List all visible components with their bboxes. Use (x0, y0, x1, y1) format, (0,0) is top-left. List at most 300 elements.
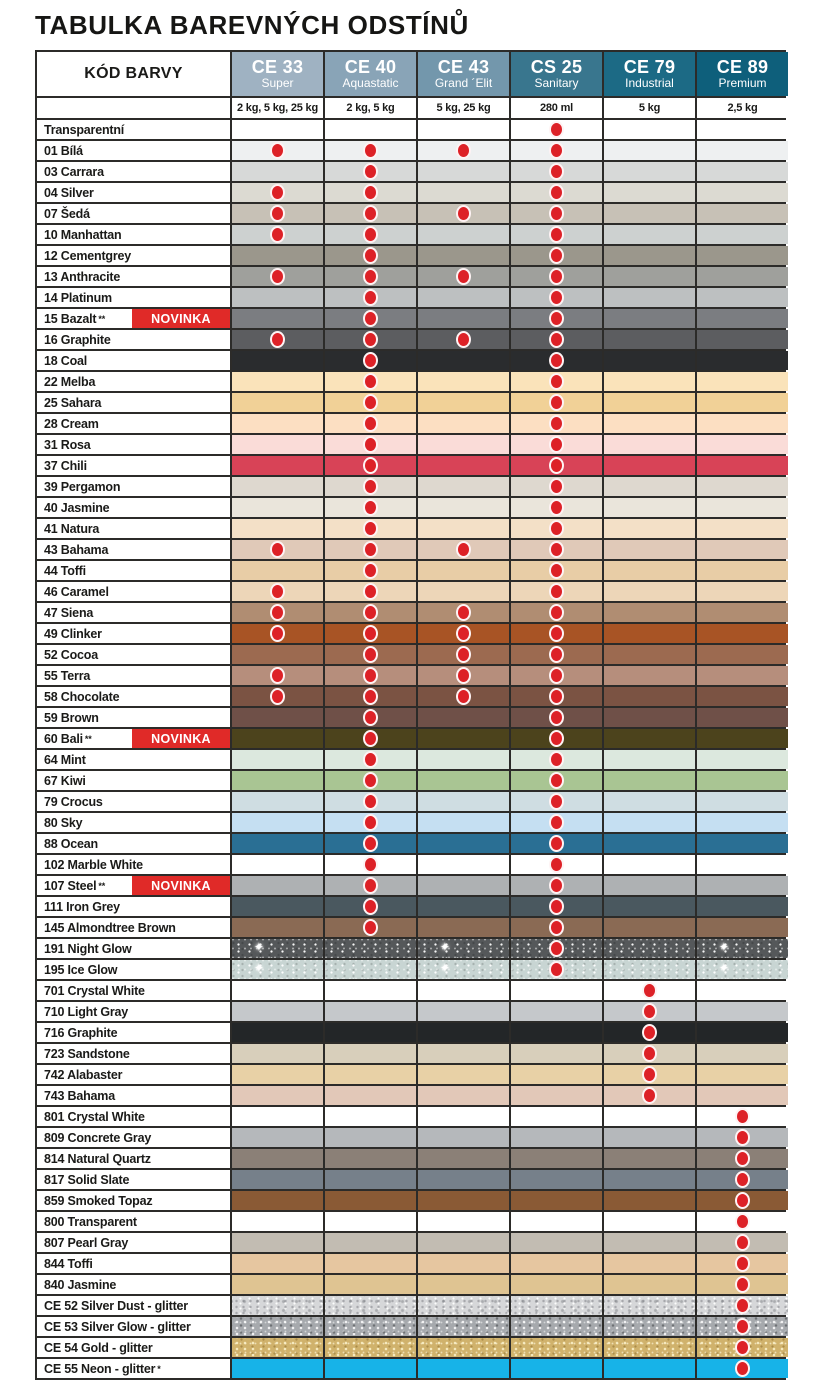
availability-dot (549, 520, 564, 537)
color-name: 13 Anthracite (44, 269, 121, 284)
swatch-cell (418, 771, 509, 790)
swatch-cell (697, 1233, 788, 1252)
availability-dot (735, 1150, 750, 1167)
color-name: 145 Almondtree Brown (44, 920, 176, 935)
color-label (37, 1212, 230, 1231)
package-sizes: 2 kg, 5 kg, 25 kg (232, 98, 323, 118)
swatch-cell (232, 309, 323, 328)
swatch-cell (418, 1191, 509, 1210)
swatch-cell (325, 1317, 416, 1336)
swatch-cell (232, 1086, 323, 1105)
color-label (37, 540, 230, 559)
swatch-cell (604, 666, 695, 685)
color-label (37, 141, 230, 160)
swatch-cell (325, 1086, 416, 1105)
color-label (37, 183, 230, 202)
swatch-cell (697, 1275, 788, 1294)
swatch-cell (604, 876, 695, 895)
swatch-cell (418, 1296, 509, 1315)
swatch-cell (325, 477, 416, 496)
swatch-cell (511, 561, 602, 580)
color-name: 58 Chocolate (44, 689, 120, 704)
swatch-cell (697, 540, 788, 559)
swatch-cell (325, 1023, 416, 1042)
swatch-cell (511, 1086, 602, 1105)
swatch-cell (604, 792, 695, 811)
swatch-cell (697, 519, 788, 538)
swatch-cell (697, 1254, 788, 1273)
availability-dot (363, 814, 378, 831)
availability-dot (363, 226, 378, 243)
sparkle-icon: ✦ (439, 940, 450, 954)
swatch-cell (325, 519, 416, 538)
availability-dot (363, 394, 378, 411)
swatch-cell (604, 1296, 695, 1315)
swatch-cell (325, 225, 416, 244)
color-label (37, 666, 230, 685)
package-sizes: 5 kg, 25 kg (418, 98, 509, 118)
availability-dot (549, 415, 564, 432)
availability-dot (549, 352, 564, 369)
swatch-cell (697, 813, 788, 832)
color-name: 47 Siena (44, 605, 94, 620)
availability-dot (456, 604, 471, 621)
swatch-cell (418, 414, 509, 433)
swatch-cell (697, 624, 788, 643)
swatch-cell (325, 834, 416, 853)
sparkle-icon: ✦ (718, 961, 729, 975)
swatch-cell (511, 1128, 602, 1147)
swatch-cell (697, 603, 788, 622)
swatch-cell (511, 204, 602, 223)
color-label (37, 1338, 230, 1357)
swatch-cell (232, 1338, 323, 1357)
availability-dot (456, 625, 471, 642)
swatch-cell (604, 351, 695, 370)
swatch-cell (325, 1107, 416, 1126)
availability-dot (456, 667, 471, 684)
swatch-cell (604, 855, 695, 874)
swatch-cell (511, 897, 602, 916)
swatch-cell (232, 1233, 323, 1252)
swatch-cell (511, 666, 602, 685)
swatch-cell (604, 246, 695, 265)
swatch-cell (418, 792, 509, 811)
swatch-cell (325, 1296, 416, 1315)
swatch-cell (604, 225, 695, 244)
availability-dot (549, 499, 564, 516)
swatch-cell (604, 288, 695, 307)
availability-dot (735, 1255, 750, 1272)
swatch-cell (511, 792, 602, 811)
color-label (37, 561, 230, 580)
swatch-cell (418, 1212, 509, 1231)
swatch-cell (325, 498, 416, 517)
color-name: 67 Kiwi (44, 773, 86, 788)
swatch-cell (232, 960, 323, 979)
swatch-cell (604, 309, 695, 328)
swatch-cell (325, 162, 416, 181)
availability-dot (363, 856, 378, 873)
swatch-cell (697, 876, 788, 895)
swatch-cell (418, 981, 509, 1000)
availability-dot (549, 373, 564, 390)
swatch-cell (325, 960, 416, 979)
swatch-cell (604, 1359, 695, 1378)
swatch-cell (232, 288, 323, 307)
color-label (37, 246, 230, 265)
swatch-cell (418, 120, 509, 139)
availability-dot (456, 268, 471, 285)
swatch-cell (418, 1359, 509, 1378)
product-subtitle: Grand ´Elit (434, 76, 493, 91)
swatch-cell (232, 267, 323, 286)
swatch-cell (232, 1254, 323, 1273)
swatch-cell (325, 1254, 416, 1273)
availability-dot (456, 142, 471, 159)
swatch-cell (511, 981, 602, 1000)
swatch-cell (325, 372, 416, 391)
color-name: 16 Graphite (44, 332, 111, 347)
swatch-cell (511, 519, 602, 538)
swatch-cell (418, 561, 509, 580)
color-name: 59 Brown (44, 710, 99, 725)
availability-dot (363, 688, 378, 705)
color-name: 817 Solid Slate (44, 1172, 130, 1187)
swatch-cell (232, 540, 323, 559)
swatch-cell (511, 540, 602, 559)
color-name: 710 Light Gray (44, 1004, 129, 1019)
swatch-cell (604, 897, 695, 916)
availability-dot (363, 436, 378, 453)
product-subtitle: Industrial (625, 76, 674, 91)
sparkle-icon: ✦ (439, 961, 450, 975)
swatch-cell (232, 939, 323, 958)
swatch-cell (697, 1149, 788, 1168)
swatch-cell (325, 204, 416, 223)
availability-dot (363, 205, 378, 222)
color-label (37, 960, 230, 979)
swatch-cell (604, 414, 695, 433)
swatch-cell (697, 1212, 788, 1231)
color-name: 03 Carrara (44, 164, 104, 179)
swatch-cell (325, 183, 416, 202)
availability-dot (549, 247, 564, 264)
swatch-cell (511, 1065, 602, 1084)
availability-dot (549, 919, 564, 936)
availability-dot (735, 1213, 750, 1230)
swatch-cell (232, 918, 323, 937)
swatch-cell (232, 1065, 323, 1084)
color-name: 195 Ice Glow (44, 962, 118, 977)
corner-header: KÓD BARVY (37, 52, 230, 96)
swatch-cell (697, 1044, 788, 1063)
color-label (37, 1149, 230, 1168)
swatch-cell (697, 498, 788, 517)
color-label (37, 792, 230, 811)
swatch-cell (604, 477, 695, 496)
swatch-cell (604, 561, 695, 580)
availability-dot (549, 310, 564, 327)
availability-dot (363, 478, 378, 495)
swatch-cell (232, 1296, 323, 1315)
availability-dot (642, 1066, 657, 1083)
color-name: 88 Ocean (44, 836, 98, 851)
swatch-cell (604, 267, 695, 286)
swatch-cell (511, 687, 602, 706)
availability-dot (735, 1192, 750, 1209)
swatch-cell (697, 645, 788, 664)
availability-dot (549, 226, 564, 243)
availability-dot (456, 205, 471, 222)
product-subtitle: Aquastatic (342, 76, 399, 91)
swatch-cell (511, 498, 602, 517)
color-label (37, 981, 230, 1000)
color-name: 52 Cocoa (44, 647, 98, 662)
color-name: 43 Bahama (44, 542, 109, 557)
color-name: 807 Pearl Gray (44, 1235, 129, 1250)
package-sizes: 2,5 kg (697, 98, 788, 118)
color-label (37, 750, 230, 769)
color-name: 15 Bazalt (44, 311, 97, 326)
swatch-cell (697, 771, 788, 790)
color-label: 107 Steel ** NOVINKA (37, 876, 230, 895)
color-name: CE 52 Silver Dust - glitter (44, 1298, 188, 1313)
swatch-cell (325, 603, 416, 622)
availability-dot (549, 394, 564, 411)
swatch-cell (511, 351, 602, 370)
color-name: 723 Sandstone (44, 1046, 130, 1061)
availability-dot (363, 499, 378, 516)
color-name: 10 Manhattan (44, 227, 122, 242)
color-label (37, 288, 230, 307)
swatch-cell (697, 162, 788, 181)
availability-dot (363, 919, 378, 936)
swatch-cell (232, 1023, 323, 1042)
swatch-cell (418, 939, 509, 958)
swatch-cell (604, 456, 695, 475)
color-label (37, 372, 230, 391)
swatch-cell (511, 414, 602, 433)
product-subtitle: Super (261, 76, 294, 91)
color-name: Transparentní (44, 122, 125, 137)
color-label (37, 456, 230, 475)
swatch-cell (604, 1149, 695, 1168)
color-label (37, 1317, 230, 1336)
swatch-cell (511, 477, 602, 496)
swatch-cell (604, 939, 695, 958)
package-sizes: 280 ml (511, 98, 602, 118)
swatch-cell (232, 981, 323, 1000)
availability-dot (549, 856, 564, 873)
swatch-cell (418, 1065, 509, 1084)
swatch-cell (697, 834, 788, 853)
swatch-cell (418, 834, 509, 853)
product-header-ce33 (232, 52, 323, 96)
swatch-cell (697, 897, 788, 916)
availability-dot (549, 436, 564, 453)
color-name: 859 Smoked Topaz (44, 1193, 153, 1208)
swatch-cell (232, 183, 323, 202)
availability-dot (735, 1339, 750, 1356)
color-name: 79 Crocus (44, 794, 103, 809)
swatch-cell (325, 1275, 416, 1294)
color-label (37, 1065, 230, 1084)
swatch-cell (604, 1170, 695, 1189)
swatch-cell (604, 141, 695, 160)
swatch-cell (418, 729, 509, 748)
availability-dot (549, 646, 564, 663)
swatch-cell (511, 225, 602, 244)
availability-dot (549, 814, 564, 831)
swatch-cell (604, 603, 695, 622)
swatch-cell (511, 939, 602, 958)
availability-dot (549, 709, 564, 726)
package-sizes: 5 kg (604, 98, 695, 118)
product-code: CE 79 (623, 56, 676, 77)
availability-dot (549, 121, 564, 138)
swatch-cell (697, 477, 788, 496)
swatch-cell (511, 1002, 602, 1021)
swatch-cell (604, 582, 695, 601)
swatch-cell (511, 120, 602, 139)
availability-dot (549, 625, 564, 642)
swatch-cell (697, 183, 788, 202)
swatch-cell (511, 1317, 602, 1336)
swatch-cell (697, 939, 788, 958)
color-label (37, 120, 230, 139)
swatch-cell (418, 519, 509, 538)
swatch-cell (697, 204, 788, 223)
product-code: CE 43 (437, 56, 490, 77)
swatch-cell (418, 1149, 509, 1168)
swatch-cell (325, 792, 416, 811)
color-name: 840 Jasmine (44, 1277, 117, 1292)
color-label (37, 855, 230, 874)
swatch-cell (511, 1296, 602, 1315)
availability-dot (549, 457, 564, 474)
swatch-cell (325, 351, 416, 370)
swatch-cell (418, 498, 509, 517)
availability-dot (549, 730, 564, 747)
color-name: 111 Iron Grey (44, 899, 120, 914)
color-name: 22 Melba (44, 374, 96, 389)
swatch-cell (697, 1023, 788, 1042)
swatch-cell (418, 141, 509, 160)
availability-dot (270, 184, 285, 201)
color-name: CE 54 Gold - glitter (44, 1340, 153, 1355)
product-header-ce40 (325, 52, 416, 96)
availability-dot (270, 625, 285, 642)
novinka-badge: NOVINKA (132, 876, 230, 895)
swatch-cell (511, 267, 602, 286)
swatch-cell (697, 666, 788, 685)
availability-dot (363, 184, 378, 201)
swatch-cell (511, 771, 602, 790)
color-name: 844 Toffi (44, 1256, 93, 1271)
swatch-cell (325, 624, 416, 643)
swatch-cell (697, 1086, 788, 1105)
color-name: 716 Graphite (44, 1025, 118, 1040)
availability-dot (549, 268, 564, 285)
availability-dot (363, 541, 378, 558)
availability-dot (735, 1318, 750, 1335)
swatch-cell (418, 1086, 509, 1105)
color-name: CE 55 Neon - glitter (44, 1361, 156, 1376)
swatch-cell (697, 1128, 788, 1147)
novinka-badge: NOVINKA (132, 729, 230, 748)
swatch-cell (604, 687, 695, 706)
swatch-cell (232, 645, 323, 664)
availability-dot (270, 142, 285, 159)
swatch-cell (418, 876, 509, 895)
availability-dot (549, 205, 564, 222)
availability-dot (363, 835, 378, 852)
swatch-cell (232, 204, 323, 223)
swatch-cell (232, 1191, 323, 1210)
availability-dot (270, 226, 285, 243)
sparkle-icon: ✦ (253, 940, 264, 954)
color-name: 37 Chili (44, 458, 87, 473)
swatch-cell (604, 1317, 695, 1336)
availability-dot (270, 688, 285, 705)
availability-dot (363, 772, 378, 789)
availability-dot (270, 667, 285, 684)
swatch-cell (418, 645, 509, 664)
swatch-cell (418, 246, 509, 265)
color-label (37, 645, 230, 664)
swatch-cell (604, 960, 695, 979)
swatch-cell (511, 645, 602, 664)
swatch-cell (511, 1149, 602, 1168)
swatch-cell (325, 666, 416, 685)
swatch-cell (232, 855, 323, 874)
swatch-cell (418, 540, 509, 559)
swatch-cell (604, 1254, 695, 1273)
swatch-cell (418, 918, 509, 937)
color-name: 743 Bahama (44, 1088, 115, 1103)
availability-dot (549, 289, 564, 306)
color-name: 107 Steel (44, 878, 97, 893)
color-label (37, 498, 230, 517)
swatch-cell (325, 1149, 416, 1168)
product-subtitle: Premium (718, 76, 767, 91)
swatch-cell (511, 372, 602, 391)
color-label (37, 918, 230, 937)
availability-dot (549, 793, 564, 810)
color-name: 07 Šedá (44, 206, 90, 221)
swatch-cell (511, 1254, 602, 1273)
swatch-cell (325, 918, 416, 937)
swatch-cell (697, 393, 788, 412)
color-label (37, 624, 230, 643)
swatch-cell (511, 729, 602, 748)
swatch-cell (325, 393, 416, 412)
availability-dot (456, 646, 471, 663)
swatch-cell (511, 1233, 602, 1252)
swatch-cell (232, 435, 323, 454)
swatch-cell (697, 918, 788, 937)
swatch-cell (325, 939, 416, 958)
color-label (37, 162, 230, 181)
availability-dot (735, 1234, 750, 1251)
availability-dot (549, 562, 564, 579)
swatch-cell (418, 1107, 509, 1126)
swatch-cell (697, 288, 788, 307)
swatch-cell (604, 981, 695, 1000)
color-label (37, 813, 230, 832)
swatch-cell (604, 834, 695, 853)
